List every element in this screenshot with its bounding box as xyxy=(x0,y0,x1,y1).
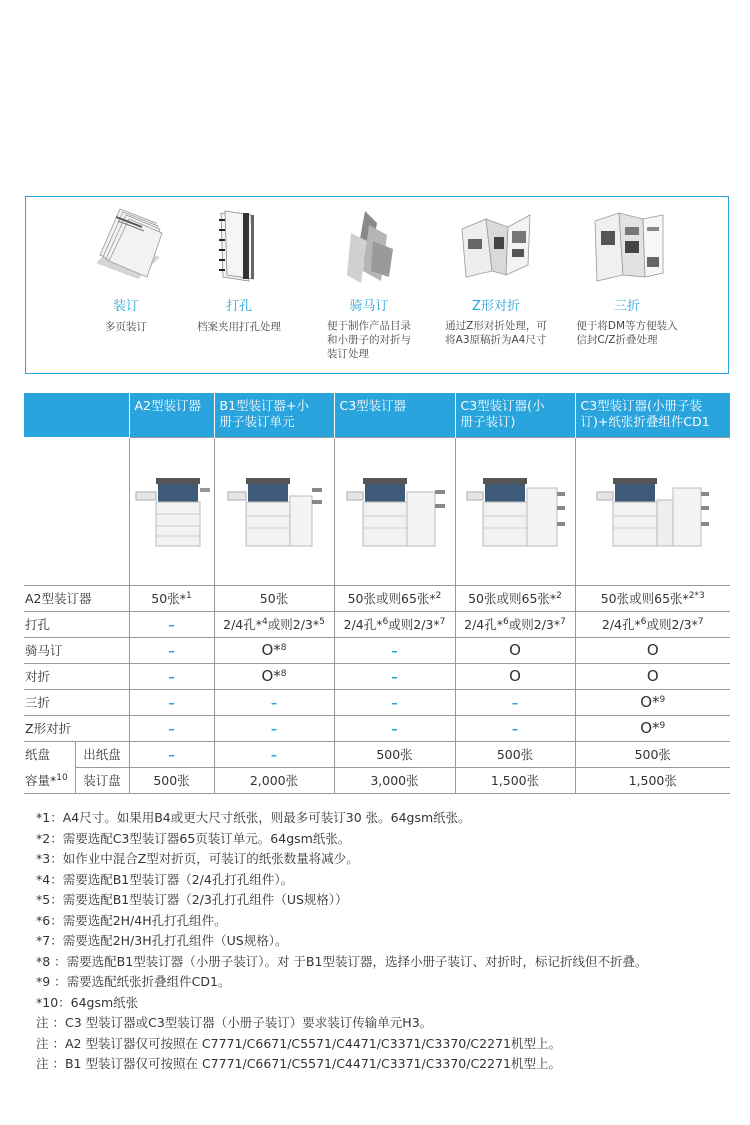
printer-b1-icon xyxy=(224,470,324,550)
row-label: A2型装订器 xyxy=(24,585,129,611)
footnote: 注 ：C3 型装订器或C3型装订器（小册子装订）要求装订传输单元H3。 xyxy=(36,1015,433,1030)
feature-staple xyxy=(61,205,191,334)
table-cell: – xyxy=(129,637,214,663)
feature-z-fold xyxy=(431,205,561,347)
table-cell: – xyxy=(455,689,575,715)
feature-desc: 便于将DM等方便装入 信封C/Z折叠处理 xyxy=(576,320,678,346)
footnote: *2：需要选配C3型装订器65页装订单元。64gsm纸张。 xyxy=(36,830,351,846)
table-row xyxy=(24,663,730,689)
table-cell: – xyxy=(129,715,214,741)
table-header-row xyxy=(24,393,730,437)
table-header: C3型装订器 xyxy=(334,393,455,437)
row-label: 对折 xyxy=(24,663,129,689)
saddle-stitch-icon xyxy=(329,205,409,285)
table-cell: – xyxy=(129,689,214,715)
table-cell: – xyxy=(214,715,334,741)
printer-c3-booklet-icon xyxy=(463,470,567,550)
table-cell: – xyxy=(214,741,334,767)
table-cell: – xyxy=(334,663,455,689)
table-cell: 2/4孔*$^6$或则2/3*$^7$ xyxy=(334,611,455,637)
footnote: *9 ：需要选配纸张折叠组件CD1。 xyxy=(36,974,231,989)
feature-desc: 便于制作产品目录 和小册子的对折与 装订处理 xyxy=(327,320,411,360)
table-cell: O*$^9$ xyxy=(575,715,730,741)
feature-name: Z形对折 xyxy=(472,299,520,314)
table-cell: O*$^9$ xyxy=(575,689,730,715)
table-row xyxy=(24,741,730,767)
table-cell: – xyxy=(129,741,214,767)
table-cell: 1,500张 xyxy=(575,767,730,793)
table-cell: – xyxy=(334,715,455,741)
footnote: 注 ：A2 型装订器仅可按照在 C7771/C6671/C5571/C4471/C3371/C3370/C2271机型上。 xyxy=(36,1035,561,1051)
feature-desc: 档案夹用打孔处理 xyxy=(197,321,281,333)
row-label: Z形对折 xyxy=(24,715,129,741)
table-cell: 50张或则65张*$^2$ xyxy=(334,585,455,611)
printer-c3-cd1-icon xyxy=(593,470,713,550)
table-row xyxy=(24,767,730,793)
footnote: 注 ：B1 型装订器仅可按照在 C7771/C6671/C5571/C4471/C3371/C3370/C2271机型上。 xyxy=(36,1056,561,1071)
table-header: B1型装订器+小 册子装订单元 xyxy=(214,393,334,437)
row-label: 纸盘 xyxy=(24,741,75,767)
table-cell: 2/4孔*$^6$或则2/3*$^7$ xyxy=(455,611,575,637)
feature-tri-fold xyxy=(562,205,692,347)
feature-punch xyxy=(174,205,304,334)
finisher-spec-table xyxy=(24,393,730,794)
row-label: 三折 xyxy=(24,689,129,715)
table-cell: O xyxy=(455,637,575,663)
table-cell: O xyxy=(455,663,575,689)
table-row xyxy=(24,689,730,715)
row-label: 打孔 xyxy=(24,611,129,637)
footnote: *1：A4尺寸。如果用B4或更大尺寸纸张，则最多可装订30 张。64gsm纸张。 xyxy=(36,810,471,825)
table-header: C3型装订器(小册子装 订)+纸张折叠组件CD1 xyxy=(575,393,730,437)
feature-name: 三折 xyxy=(613,299,640,314)
table-cell: 50张或则65张*$^{2*3}$ xyxy=(575,585,730,611)
table-cell: 500张 xyxy=(129,767,214,793)
feature-desc: 通过Z形对折处理，可 将A3原稿折为A4尺寸 xyxy=(445,320,547,346)
table-cell: 500张 xyxy=(455,741,575,767)
table-header-corner xyxy=(24,393,129,437)
printer-image xyxy=(334,437,455,585)
printer-image xyxy=(129,437,214,585)
feature-name: 骑马订 xyxy=(349,299,389,314)
row-sublabel: 出纸盘 xyxy=(75,741,129,767)
printer-image xyxy=(455,437,575,585)
table-cell: – xyxy=(214,689,334,715)
table-cell: – xyxy=(334,689,455,715)
table-cell: – xyxy=(334,637,455,663)
table-cell: 500张 xyxy=(575,741,730,767)
table-cell: – xyxy=(129,611,214,637)
table-cell: 50张或则65张*$^2$ xyxy=(455,585,575,611)
printer-image xyxy=(575,437,730,585)
table-cell: – xyxy=(129,663,214,689)
footnote: *5：需要选配B1型装订器（2/3孔打孔组件（US规格）） xyxy=(36,892,348,907)
table-cell: 50张*$^1$ xyxy=(129,585,214,611)
table-cell: – xyxy=(455,715,575,741)
footnotes xyxy=(36,808,726,1075)
table-cell: 1,500张 xyxy=(455,767,575,793)
table-header: A2型装订器 xyxy=(129,393,214,437)
table-cell: 2/4孔*$^4$或则2/3*$^5$ xyxy=(214,611,334,637)
table-cell: O xyxy=(575,637,730,663)
table-cell: 2/4孔*$^6$或则2/3*$^7$ xyxy=(575,611,730,637)
footnote: *8 ：需要选配B1型装订器（小册子装订）。对 于B1型装订器，选择小册子装订、对折时，标记折线但不折叠。 xyxy=(36,953,648,969)
table-row xyxy=(24,637,730,663)
features-panel xyxy=(25,196,729,374)
row-sublabel: 装订盘 xyxy=(75,767,129,793)
printer-image xyxy=(214,437,334,585)
footnote: *4：需要选配B1型装订器（2/4孔打孔组件）。 xyxy=(36,871,294,887)
tri-fold-icon xyxy=(587,205,667,285)
table-row xyxy=(24,585,730,611)
table-row xyxy=(24,611,730,637)
row-label: 骑马订 xyxy=(24,637,129,663)
feature-name: 打孔 xyxy=(225,299,252,314)
table-image-row xyxy=(24,437,730,585)
table-cell: O xyxy=(575,663,730,689)
feature-saddle-stitch xyxy=(304,205,434,361)
printer-a2-icon xyxy=(132,470,214,550)
table-cell: O*$^8$ xyxy=(214,663,334,689)
footnote: *10：64gsm纸张 xyxy=(36,994,139,1010)
table-header: C3型装订器(小 册子装订) xyxy=(455,393,575,437)
footnote: *7：需要选配2H/3H孔打孔组件（US规格）。 xyxy=(36,933,288,948)
table-cell: 3,000张 xyxy=(334,767,455,793)
footnote: *3：如作业中混合Z型对折页，可装订的纸张数量将减少。 xyxy=(36,851,359,866)
image-row-label xyxy=(24,437,129,585)
table-cell: 2,000张 xyxy=(214,767,334,793)
table-row xyxy=(24,715,730,741)
z-fold-icon xyxy=(456,205,536,285)
footnote: *6：需要选配2H/4H孔打孔组件。 xyxy=(36,912,227,928)
feature-name: 装订 xyxy=(112,299,139,314)
table-cell: O*$^8$ xyxy=(214,637,334,663)
printer-c3-icon xyxy=(343,470,447,550)
table-cell: 50张 xyxy=(214,585,334,611)
table-cell: 500张 xyxy=(334,741,455,767)
punched-pages-icon xyxy=(199,205,279,285)
feature-desc: 多页装订 xyxy=(105,321,147,333)
row-label: 容量*$^{10}$ xyxy=(24,767,75,793)
stapled-stack-icon xyxy=(86,205,166,285)
